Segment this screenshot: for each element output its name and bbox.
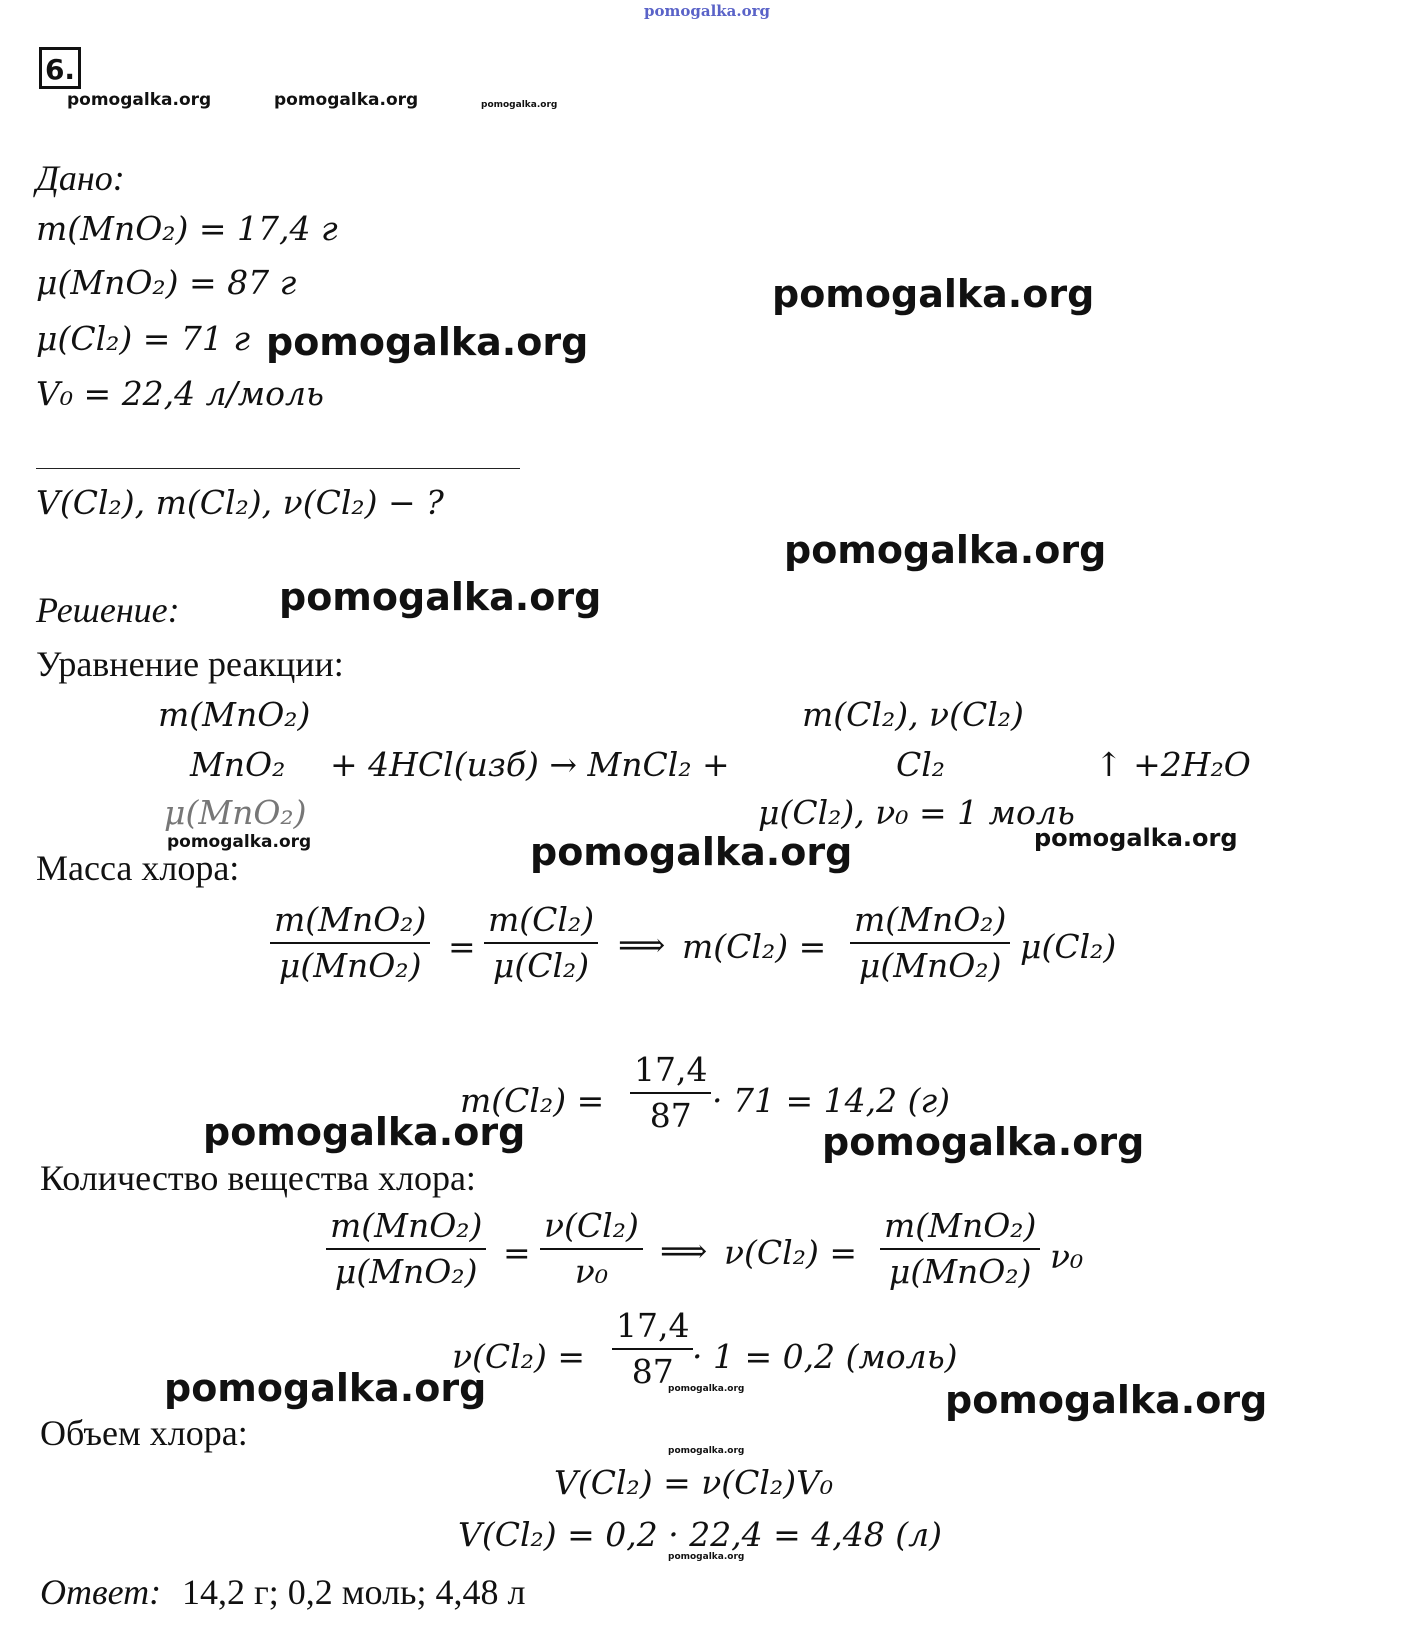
- fraction-numerator: m(MnO₂): [270, 902, 430, 944]
- amount-calc-lhs: ν(Cl₂) =: [452, 1337, 585, 1376]
- watermark: pomogalka.org: [530, 830, 853, 874]
- fraction-numerator: ν(Cl₂): [540, 1208, 643, 1250]
- mass-formula-tail: μ(Cl₂): [1020, 927, 1117, 966]
- amount-calc-result: · 1 = 0,2 (моль): [692, 1337, 958, 1376]
- watermark: pomogalka.org: [481, 100, 558, 110]
- volume-calc: V(Cl₂) = 0,2 · 22,4 = 4,48 (л): [458, 1515, 943, 1554]
- amount-label: Количество вещества хлора:: [40, 1158, 476, 1198]
- fraction: [540, 1208, 643, 1291]
- watermark: pomogalka.org: [784, 528, 1107, 572]
- reaction-above-left: m(MnO₂): [158, 695, 311, 734]
- given-line: μ(Cl₂) = 71 г: [36, 319, 251, 358]
- answer-value: 14,2 г; 0,2 моль; 4,48 л: [182, 1572, 526, 1612]
- watermark: pomogalka.org: [279, 575, 602, 619]
- fraction-denominator: μ(MnO₂): [858, 946, 1002, 986]
- implies-arrow: ⟹: [618, 925, 666, 964]
- fraction-numerator: m(MnO₂): [326, 1208, 486, 1250]
- problem-number: 6.: [39, 47, 81, 89]
- watermark: pomogalka.org: [668, 1446, 745, 1456]
- find-line: V(Cl₂), m(Cl₂), ν(Cl₂) − ?: [36, 483, 444, 522]
- fraction: [270, 902, 430, 985]
- watermark: pomogalka.org: [945, 1378, 1268, 1422]
- fraction-denominator: 87: [631, 1352, 674, 1392]
- given-divider: [36, 468, 520, 469]
- solution-heading: Решение:: [36, 590, 180, 630]
- fraction-numerator: 17,4: [630, 1052, 711, 1094]
- fraction-denominator: 87: [649, 1096, 692, 1136]
- equals-sign: =: [503, 1233, 531, 1272]
- watermark: pomogalka.org: [266, 320, 589, 364]
- watermark: pomogalka.org: [822, 1120, 1145, 1164]
- reaction-reactant: MnO₂: [190, 745, 286, 784]
- amount-formula-lhs: ν(Cl₂) =: [724, 1233, 857, 1272]
- fraction-numerator: m(Cl₂): [484, 902, 598, 944]
- reaction-below-left: μ(MnO₂): [164, 793, 307, 832]
- fraction-numerator: m(MnO₂): [880, 1208, 1040, 1250]
- reaction-label: Уравнение реакции:: [36, 644, 344, 684]
- fraction: [630, 1052, 711, 1135]
- equals-sign: =: [448, 927, 476, 966]
- given-line: V₀ = 22,4 л/моль: [36, 374, 324, 413]
- fraction: [612, 1308, 693, 1391]
- fraction-denominator: μ(MnO₂): [888, 1252, 1032, 1292]
- amount-formula-tail: ν₀: [1050, 1237, 1084, 1276]
- watermark: pomogalka.org: [668, 1552, 745, 1562]
- fraction-denominator: ν₀: [574, 1252, 609, 1292]
- fraction-numerator: 17,4: [612, 1308, 693, 1350]
- fraction-denominator: μ(MnO₂): [334, 1252, 478, 1292]
- reaction-middle: + 4HCl(изб) → MnCl₂ +: [330, 745, 730, 784]
- answer-label: Ответ:: [40, 1572, 162, 1612]
- given-line: μ(MnO₂) = 87 г: [36, 263, 297, 302]
- fraction: [880, 1208, 1040, 1291]
- reaction-end: ↑ +2H₂O: [1095, 745, 1251, 784]
- given-heading: Дано:: [36, 158, 125, 198]
- watermark: pomogalka.org: [274, 90, 419, 110]
- watermark: pomogalka.org: [772, 272, 1095, 316]
- watermark: pomogalka.org: [668, 1384, 745, 1394]
- mass-calc-lhs: m(Cl₂) =: [460, 1081, 605, 1120]
- fraction-denominator: μ(MnO₂): [278, 946, 422, 986]
- watermark: pomogalka.org: [67, 90, 212, 110]
- fraction-denominator: μ(Cl₂): [492, 946, 590, 986]
- reaction-product: Cl₂: [896, 745, 946, 784]
- fraction-numerator: m(MnO₂): [850, 902, 1010, 944]
- volume-formula: V(Cl₂) = ν(Cl₂)V₀: [554, 1463, 834, 1502]
- mass-formula-lhs: m(Cl₂) =: [682, 927, 827, 966]
- fraction: [326, 1208, 486, 1291]
- watermark: pomogalka.org: [164, 1366, 487, 1410]
- volume-label: Объем хлора:: [40, 1413, 248, 1453]
- given-line: m(MnO₂) = 17,4 г: [36, 209, 338, 248]
- watermark-top: pomogalka.org: [644, 2, 771, 20]
- watermark: pomogalka.org: [167, 832, 312, 852]
- mass-label: Масса хлора:: [36, 848, 240, 888]
- watermark: pomogalka.org: [203, 1110, 526, 1154]
- implies-arrow: ⟹: [660, 1231, 708, 1270]
- fraction: [484, 902, 598, 985]
- fraction: [850, 902, 1010, 985]
- reaction-above-right: m(Cl₂), ν(Cl₂): [802, 695, 1024, 734]
- watermark: pomogalka.org: [1034, 824, 1238, 852]
- mass-calc-result: · 71 = 14,2 (г): [712, 1081, 950, 1120]
- reaction-below-right: μ(Cl₂), ν₀ = 1 моль: [758, 793, 1075, 832]
